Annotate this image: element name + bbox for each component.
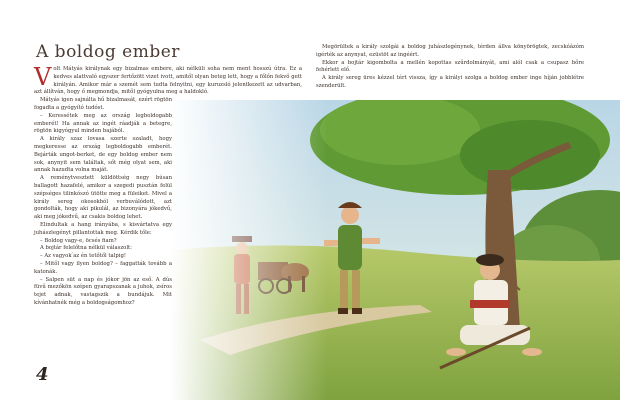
paragraph: – Az vagyok ́az én tetőtől talpig! [40, 253, 126, 260]
paragraph: – Mitől vagy ilyen boldog? – faggatták tovább a katonák. [34, 260, 172, 275]
paragraph: Elindultak a hang irányába, s kisvártatva egy juhászlegényt pillantottak meg. Kérdik tőle: [34, 221, 172, 236]
page-number: 4 [36, 364, 49, 385]
paragraph: – Keressétek meg az ország legboldogabb emberét! Ha annak az ingét ráadják a betegre, rögtön kigyógyul minden bajából. [34, 112, 172, 135]
page-title: A boldog ember [36, 42, 180, 62]
left-text-column [34, 63, 302, 308]
paragraph: A reménytvesztett küldöttség negy búsan ballagott hazafelé, amikor a szegedi pusztán felül szépséges tilinkószó ütötte meg a füleiket. Mivel a király sereg okosokból verbuválódott, azt gondolták, hogy aki pikulál, az bizonyára jókedvű, aki meg jókedvű, az csakis boldog lehet. [34, 175, 172, 221]
paragraph: – Salpen süt a nap és jókor jön az eső. A dús füvű mezőkön szépen gyarapszanak a juhok, zsíros tejet adnak, vastagszik a bundájuk. Mit kívánhatnék még a boldogságomhoz? [34, 276, 172, 306]
paragraph: A király sereg üres kézzel tért vissza, így a királyi szolga a boldog ember inge híján jobblétre szenderült. [316, 75, 584, 89]
left-intro-block [34, 63, 302, 113]
paragraph: Megörültek a király szolgái a boldog juhászlegénynek, térden állva könyörögtek, zecskóázóm igérték az anynyat, ezüstöt az ingéért. [316, 44, 584, 58]
paragraph: A bojtár felelőtna nélkül válaszolt: [40, 245, 132, 252]
paragraph: olt Mátyás királynak egy bizalmas embere, aki nélküli soha nem ment hosszú útra. Ez a kedves alattvaló egyszer fertőzött vizet ivott, amitől olyan beteg lett, hogy a főlőn fekvő gett királyán. Amikor már a szemét sem tudta felnyitni, egy kuruzsló jelentkezett az udvarban, azt állítván, hogy ő megmondja, mitől gyógyulna meg a haldokló. [34, 66, 302, 96]
paragraph: A király szaz lovasa szerte szaladt, hogy megkeresse az ország legboldogabb emberét. Bejárták ungot-berket, de egy boldog ember nem sok, anynyit sem találtak, sőt még olyat sem, aki annak hazudta volna maját. [34, 136, 172, 174]
drop-cap: V [34, 63, 52, 91]
left-narrow-block [34, 113, 172, 308]
paragraph: Mátyás igen sajnálta hű bizalmasát, ezért rögtön fogadta a gyógyító tudóst. [34, 97, 172, 111]
right-text-column [316, 44, 584, 91]
paragraph: Ekkor a bojtár kigombolta a mellén kopottas szűrdolmányát, ami alól csak a csupasz bőre fehérlett elő. [316, 59, 584, 74]
paragraph: – Boldog vagy-e, öcsés fiam? [40, 237, 117, 244]
